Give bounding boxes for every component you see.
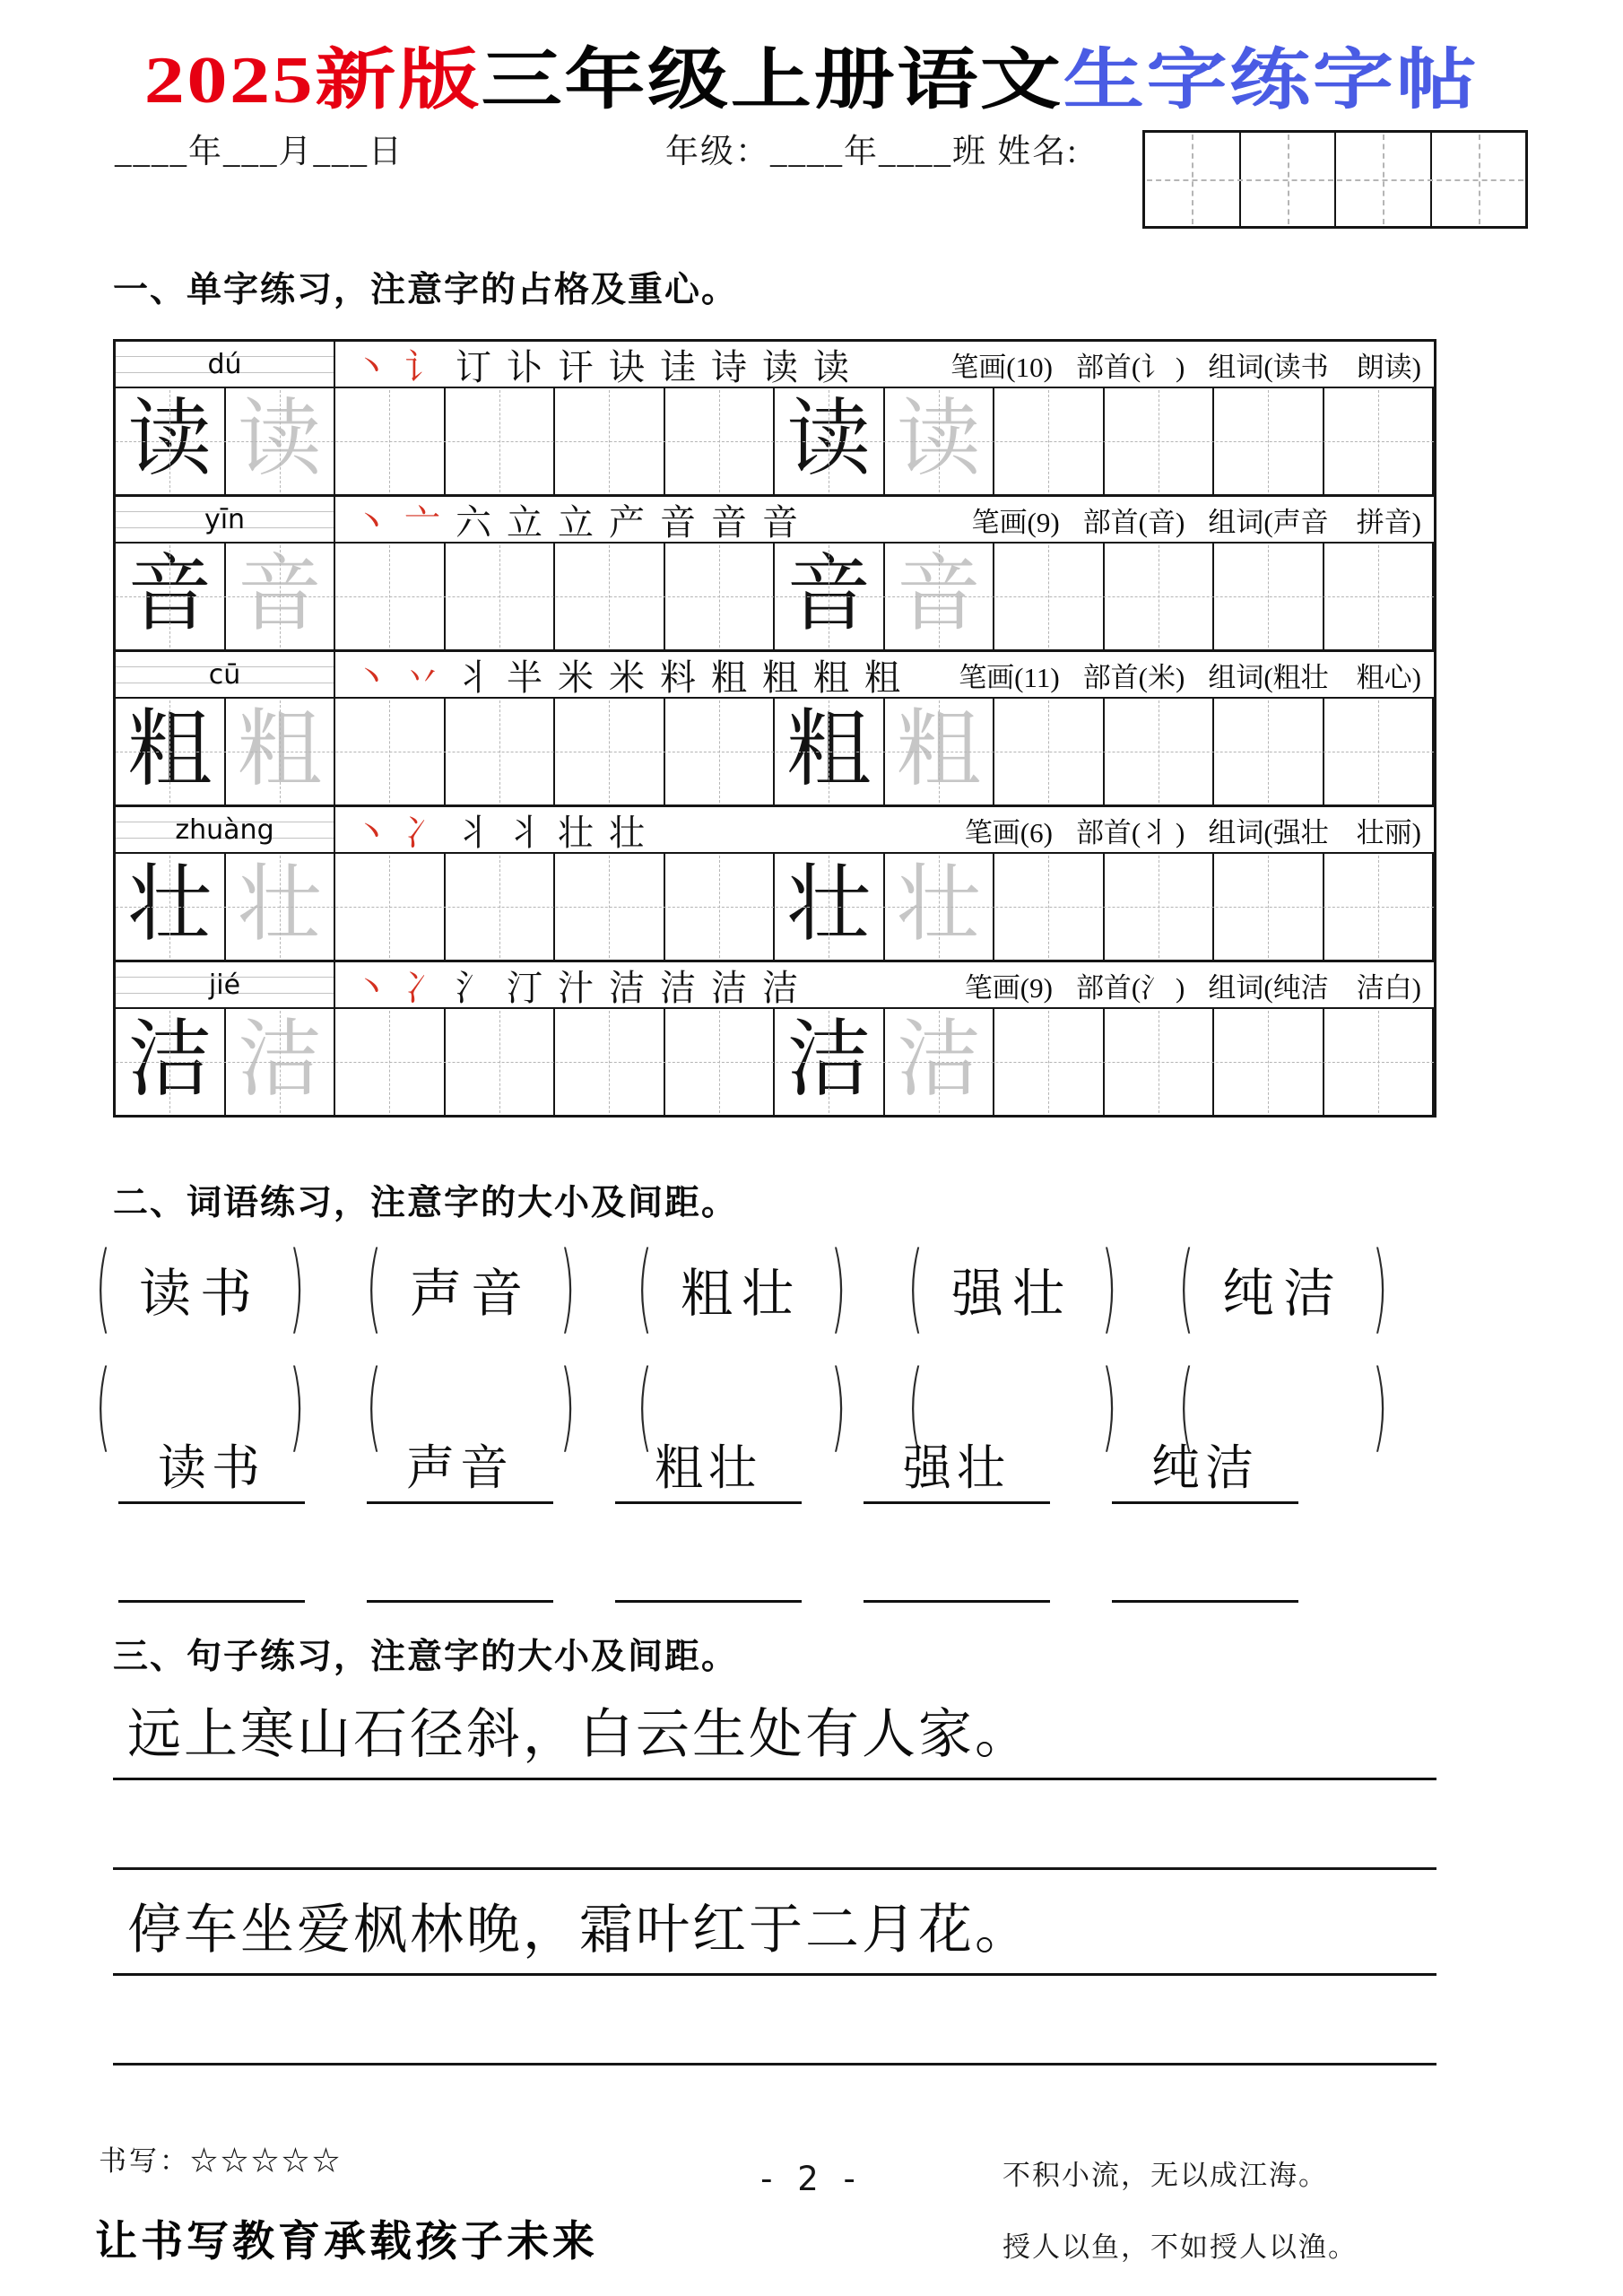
word-underline-blank <box>1112 1586 1298 1603</box>
page-number: - 2 - <box>760 2160 863 2198</box>
character-practice-table <box>113 339 1436 1118</box>
paren-close: ) <box>830 1230 846 1344</box>
word-paren-row-filled <box>95 1230 1388 1344</box>
practice-cell-empty <box>555 388 665 494</box>
character-info <box>959 655 1421 695</box>
paren-open: ( <box>637 1348 653 1463</box>
practice-char-gray: 粗 <box>885 699 995 804</box>
stroke-and-info-cell <box>335 962 1434 1007</box>
pinyin-label: yīn <box>204 503 246 535</box>
words-label: 组词(读书 朗读) <box>1208 351 1421 383</box>
footer-slogan: 让书写教育承载孩子未来 <box>95 2217 598 2265</box>
practice-cell-empty <box>1324 388 1435 494</box>
sentence-blank-rule <box>113 1867 1436 1870</box>
paren-close: ) <box>1101 1348 1117 1463</box>
character-group <box>116 960 1434 1115</box>
practice-cell-empty <box>555 1009 665 1115</box>
stroke-step: 壮 <box>609 812 645 853</box>
stroke-step: 诖 <box>660 346 696 387</box>
word-underline-blank <box>864 1586 1050 1603</box>
section-1-heading: 一、单字练习，注意字的占格及重心。 <box>113 271 739 309</box>
character-group <box>116 342 1434 494</box>
practice-cell-empty <box>1105 854 1215 960</box>
word-underline-item: 强壮 <box>864 1430 1050 1504</box>
paren-open: ( <box>907 1230 924 1344</box>
character-info <box>972 500 1421 540</box>
practice-cell-empty <box>446 854 556 960</box>
stroke-step: 丶 <box>353 967 389 1008</box>
practice-cell-empty <box>555 854 665 960</box>
pinyin-cell <box>116 807 335 852</box>
stroke-step: 丷 <box>404 657 440 698</box>
stroke-and-info-cell <box>335 652 1434 697</box>
practice-char-gray: 粗 <box>226 699 336 804</box>
character-group <box>116 649 1434 804</box>
practice-cell-empty <box>335 854 446 960</box>
stroke-and-info-cell <box>335 807 1434 852</box>
practice-row <box>116 544 1434 649</box>
practice-char-black: 洁 <box>116 1009 226 1115</box>
practice-row <box>116 388 1434 494</box>
stroke-step: 汀 <box>507 967 542 1008</box>
pinyin-label: zhuàng <box>175 813 274 846</box>
paren-open: ( <box>1178 1348 1194 1463</box>
practice-cell-empty <box>1324 699 1435 804</box>
stroke-step: 丶 <box>353 346 389 387</box>
word-underline-item: 读书 <box>118 1430 305 1504</box>
stroke-step: 汁 <box>558 967 594 1008</box>
stroke-step: 米 <box>558 657 594 698</box>
character-header-row <box>116 807 1434 854</box>
character-group <box>116 494 1434 649</box>
practice-cell-empty <box>446 699 556 804</box>
practice-char-gray: 读 <box>885 388 995 494</box>
practice-cell-empty <box>665 544 776 649</box>
word-paren-item <box>907 1230 1117 1344</box>
stroke-order-sequence <box>353 649 959 700</box>
practice-cell-empty <box>665 699 776 804</box>
pinyin-cell <box>116 962 335 1007</box>
word-underline-blank <box>118 1586 305 1603</box>
practice-char-gray: 洁 <box>885 1009 995 1115</box>
stroke-step: 冫 <box>404 967 440 1008</box>
word-paren-item <box>366 1230 576 1344</box>
word-underline-item: 声音 <box>367 1430 553 1504</box>
words-label: 组词(强壮 壮丽) <box>1208 816 1421 848</box>
page-title <box>0 27 1623 122</box>
character-header-row <box>116 497 1434 544</box>
practice-cell-empty <box>555 699 665 804</box>
words-label: 组词(声音 拼音) <box>1208 506 1421 538</box>
character-header-row <box>116 342 1434 388</box>
practice-cell-empty <box>446 544 556 649</box>
stroke-step: 立 <box>558 501 594 543</box>
practice-char-gray: 壮 <box>885 854 995 960</box>
practice-cell-empty <box>994 544 1105 649</box>
radical-label: 部首(丬 ) <box>1075 816 1185 848</box>
stroke-order-sequence <box>353 804 965 856</box>
practice-char-gray: 音 <box>226 544 336 649</box>
word-underline-item: 纯洁 <box>1112 1430 1298 1504</box>
practice-row <box>116 699 1434 804</box>
stroke-step: 洁 <box>660 967 696 1008</box>
practice-char-gray: 读 <box>226 388 336 494</box>
stroke-step: 六 <box>456 501 491 543</box>
stroke-step: 米 <box>609 657 645 698</box>
stroke-step: 读 <box>762 346 798 387</box>
practice-cell-empty <box>1105 388 1215 494</box>
practice-char-gray: 音 <box>885 544 995 649</box>
practice-cell-empty <box>665 1009 776 1115</box>
stroke-and-info-cell <box>335 497 1434 542</box>
practice-cell-empty <box>1324 544 1435 649</box>
stroke-step: 音 <box>660 501 696 543</box>
stroke-step: 丬 <box>456 657 491 698</box>
practice-char-black: 洁 <box>775 1009 885 1115</box>
stroke-step: 讦 <box>558 346 594 387</box>
stroke-step: 诀 <box>609 346 645 387</box>
practice-cell-empty <box>1214 854 1324 960</box>
practice-char-gray: 洁 <box>226 1009 336 1115</box>
practice-row <box>116 854 1434 960</box>
character-group <box>116 804 1434 960</box>
stroke-step: 洁 <box>609 967 645 1008</box>
stroke-step: 料 <box>660 657 696 698</box>
practice-char-black: 粗 <box>775 699 885 804</box>
name-grid-cell <box>1336 133 1432 226</box>
stroke-step: 音 <box>762 501 798 543</box>
pinyin-label: dú <box>207 348 242 380</box>
practice-char-black: 音 <box>116 544 226 649</box>
stroke-order-sequence <box>353 494 972 545</box>
radical-label: 部首(讠 ) <box>1075 351 1185 383</box>
word-paren-item <box>95 1230 305 1344</box>
stroke-step: 音 <box>711 501 747 543</box>
strokes-count-label: 笔画(11) <box>959 661 1060 693</box>
title-type: 生字练字帖 <box>1063 44 1480 117</box>
word-underline-blank <box>615 1586 802 1603</box>
sentence-blank-rule <box>113 2063 1436 2066</box>
grade-class-name-line: 年级：____年____班 姓名: <box>665 134 1079 170</box>
paren-close: ) <box>560 1230 576 1344</box>
radical-label: 部首(米) <box>1082 661 1185 693</box>
practice-char-black: 读 <box>775 388 885 494</box>
name-grid-cell <box>1145 133 1241 226</box>
stroke-step: 粗 <box>864 657 900 698</box>
practice-cell-empty <box>994 699 1105 804</box>
strokes-count-label: 笔画(9) <box>971 506 1060 538</box>
name-grid-cell <box>1432 133 1526 226</box>
strokes-count-label: 笔画(9) <box>964 971 1053 1004</box>
stroke-step: 产 <box>609 501 645 543</box>
practice-cell-empty <box>1214 544 1324 649</box>
stroke-step: 讣 <box>507 346 542 387</box>
stroke-step: 半 <box>507 657 542 698</box>
practice-cell-empty <box>335 1009 446 1115</box>
stroke-step: 立 <box>507 501 542 543</box>
stroke-step: 洁 <box>762 967 798 1008</box>
paren-open: ( <box>95 1348 111 1463</box>
character-header-row <box>116 652 1434 699</box>
word-label: 读书 <box>138 1265 261 1323</box>
stroke-and-info-cell <box>335 342 1434 387</box>
practice-cell-empty <box>335 388 446 494</box>
stroke-step: 壮 <box>558 812 594 853</box>
section-2-heading: 二、词语练习，注意字的大小及间距。 <box>113 1184 739 1222</box>
paren-open: ( <box>366 1230 382 1344</box>
stroke-order-sequence <box>353 960 965 1011</box>
handwriting-rating-stars: 书写：☆☆☆☆☆ <box>99 2145 343 2177</box>
practice-char-black: 壮 <box>116 854 226 960</box>
word-underline-row-empty <box>118 1586 1298 1603</box>
practice-cell-empty <box>446 1009 556 1115</box>
practice-cell-empty <box>994 388 1105 494</box>
radical-label: 部首(音) <box>1082 506 1185 538</box>
pinyin-cell <box>116 342 335 387</box>
stroke-step: 诗 <box>711 346 747 387</box>
practice-cell-empty <box>665 388 776 494</box>
character-header-row <box>116 962 1434 1009</box>
paren-close: ) <box>289 1348 305 1463</box>
word-label: 粗壮 <box>680 1265 803 1323</box>
practice-cell-empty <box>1214 1009 1324 1115</box>
sentence-text: 远上寒山石径斜，白云生处有人家。 <box>113 1690 1436 1780</box>
date-blank-line: ____年___月___日 <box>115 134 404 170</box>
word-label: 纯洁 <box>1221 1265 1344 1323</box>
radical-label: 部首(氵 ) <box>1075 971 1185 1004</box>
title-grade-subject: 三年级上册语文 <box>481 44 1063 117</box>
stroke-step: 读 <box>813 346 849 387</box>
paren-close: ) <box>289 1230 305 1344</box>
name-grid-cell <box>1241 133 1337 226</box>
footer-quote-1: 不积小流，无以成江海。 <box>1002 2160 1328 2191</box>
practice-char-black: 读 <box>116 388 226 494</box>
stroke-step: 粗 <box>813 657 849 698</box>
paren-open: ( <box>95 1230 111 1344</box>
stroke-step: 洁 <box>711 967 747 1008</box>
practice-cell-empty <box>1105 544 1215 649</box>
pinyin-cell <box>116 497 335 542</box>
stroke-step: 冫 <box>404 812 440 853</box>
practice-cell-empty <box>1214 388 1324 494</box>
stroke-order-sequence <box>353 339 950 390</box>
paren-open: ( <box>1178 1230 1194 1344</box>
stroke-step: 亠 <box>404 501 440 543</box>
word-underline-blank <box>367 1586 553 1603</box>
practice-cell-empty <box>1105 699 1215 804</box>
title-edition: 2025新版 <box>143 44 482 117</box>
paren-close: ) <box>1372 1230 1388 1344</box>
words-label: 组词(粗壮 粗心) <box>1208 661 1421 693</box>
word-label: 声音 <box>409 1265 532 1323</box>
character-info <box>965 810 1421 850</box>
practice-cell-empty <box>1214 699 1324 804</box>
sentence-text: 停车坐爱枫林晚，霜叶红于二月花。 <box>113 1885 1436 1976</box>
section-3-heading: 三、句子练习，注意字的大小及间距。 <box>113 1638 739 1676</box>
paren-open: ( <box>637 1230 653 1344</box>
stroke-step: 讠 <box>404 346 440 387</box>
pinyin-label: cū <box>208 658 241 691</box>
practice-cell-empty <box>994 1009 1105 1115</box>
paren-close: ) <box>830 1348 846 1463</box>
paren-open: ( <box>907 1348 924 1463</box>
stroke-step: 订 <box>456 346 491 387</box>
practice-cell-empty <box>555 544 665 649</box>
practice-cell-empty <box>446 388 556 494</box>
practice-cell-empty <box>994 854 1105 960</box>
stroke-step: 丶 <box>353 501 389 543</box>
paren-close: ) <box>560 1348 576 1463</box>
strokes-count-label: 笔画(6) <box>964 816 1053 848</box>
practice-cell-empty <box>1324 854 1435 960</box>
practice-cell-empty <box>1324 1009 1435 1115</box>
character-info <box>965 965 1421 1005</box>
practice-char-gray: 壮 <box>226 854 336 960</box>
paren-close: ) <box>1372 1348 1388 1463</box>
word-underline-item: 粗壮 <box>615 1430 802 1504</box>
paren-open: ( <box>366 1348 382 1463</box>
paren-close: ) <box>1101 1230 1117 1344</box>
pinyin-label: jié <box>208 969 241 1001</box>
stroke-step: 粗 <box>762 657 798 698</box>
stroke-step: 丬 <box>507 812 542 853</box>
word-paren-item <box>637 1230 846 1344</box>
practice-char-black: 音 <box>775 544 885 649</box>
footer-quote-2: 授人以鱼，不如授人以渔。 <box>1002 2231 1358 2263</box>
words-label: 组词(纯洁 洁白) <box>1208 971 1421 1004</box>
practice-char-black: 粗 <box>116 699 226 804</box>
stroke-step: 氵 <box>456 967 491 1008</box>
name-writing-grid <box>1142 130 1528 229</box>
practice-cell-empty <box>1105 1009 1215 1115</box>
word-label: 强壮 <box>950 1265 1073 1323</box>
stroke-step: 丶 <box>353 657 389 698</box>
stroke-step: 丶 <box>353 812 389 853</box>
word-paren-item <box>1178 1230 1388 1344</box>
practice-char-black: 壮 <box>775 854 885 960</box>
practice-row <box>116 1009 1434 1115</box>
practice-cell-empty <box>335 544 446 649</box>
strokes-count-label: 笔画(10) <box>950 351 1053 383</box>
stroke-step: 粗 <box>711 657 747 698</box>
practice-cell-empty <box>665 854 776 960</box>
pinyin-cell <box>116 652 335 697</box>
practice-cell-empty <box>335 699 446 804</box>
stroke-step: 丬 <box>456 812 491 853</box>
character-info <box>950 344 1421 385</box>
sentence-practice-area <box>113 1690 1436 2066</box>
word-underline-row-filled <box>118 1430 1298 1504</box>
